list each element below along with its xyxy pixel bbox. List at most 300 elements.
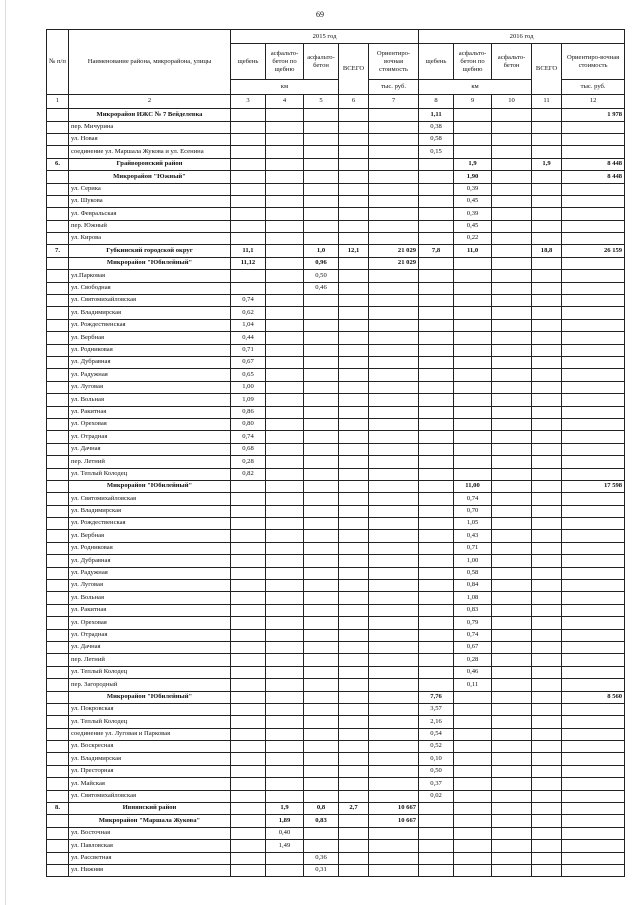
value-cell — [231, 270, 266, 282]
value-cell — [532, 282, 562, 294]
value-cell — [562, 617, 625, 629]
value-cell — [304, 208, 339, 220]
value-cell — [532, 641, 562, 653]
row-number — [47, 233, 69, 245]
col-index: 3 — [231, 94, 266, 108]
table-row — [47, 555, 625, 567]
value-cell — [532, 728, 562, 740]
street-name: пер. Мичурина — [69, 121, 231, 133]
section-row — [47, 803, 625, 815]
row-number — [47, 617, 69, 629]
value-cell — [532, 679, 562, 691]
value-cell — [339, 790, 369, 802]
value-cell — [266, 555, 304, 567]
value-cell — [532, 270, 562, 282]
value-cell — [339, 741, 369, 753]
table-row — [47, 220, 625, 232]
table-row — [47, 580, 625, 592]
row-number — [47, 282, 69, 294]
value-cell — [562, 456, 625, 468]
value-cell — [266, 208, 304, 220]
value-cell — [562, 542, 625, 554]
value-cell — [304, 431, 339, 443]
value-cell — [419, 369, 454, 381]
col-header: асфальто-бетон — [304, 44, 339, 80]
value-cell — [492, 840, 532, 852]
unit-header: тыс. руб. — [369, 80, 419, 94]
value-cell — [339, 852, 369, 864]
street-name: ул. Майская — [69, 778, 231, 790]
street-name: ул. Дачная — [69, 641, 231, 653]
value-cell — [562, 369, 625, 381]
value-cell — [454, 431, 492, 443]
value-cell — [304, 555, 339, 567]
col-index: 4 — [266, 94, 304, 108]
value-cell — [304, 480, 339, 492]
table-row — [47, 567, 625, 579]
value-cell — [266, 270, 304, 282]
table-row — [47, 406, 625, 418]
value-cell — [532, 456, 562, 468]
value-cell — [266, 617, 304, 629]
street-name: ул. Престорная — [69, 765, 231, 777]
value-cell — [492, 741, 532, 753]
street-name: ул. Родниковая — [69, 344, 231, 356]
value-cell: 0,11 — [454, 679, 492, 691]
value-cell — [266, 580, 304, 592]
value-cell — [454, 716, 492, 728]
value-cell — [562, 356, 625, 368]
unit-header: тыс. руб. — [562, 80, 625, 94]
table-row — [47, 344, 625, 356]
value-cell — [369, 703, 419, 715]
value-cell — [369, 406, 419, 418]
value-cell — [492, 480, 532, 492]
value-cell — [492, 158, 532, 170]
value-cell — [454, 369, 492, 381]
value-cell — [339, 505, 369, 517]
street-name: ул. Вольная — [69, 592, 231, 604]
row-number — [47, 703, 69, 715]
value-cell — [369, 233, 419, 245]
street-name: ул. Шукова — [69, 195, 231, 207]
value-cell — [454, 332, 492, 344]
row-number — [47, 840, 69, 852]
table-row — [47, 679, 625, 691]
value-cell — [419, 307, 454, 319]
value-cell — [231, 865, 266, 877]
value-cell — [562, 146, 625, 158]
value-cell — [369, 208, 419, 220]
value-cell: 0,67 — [231, 356, 266, 368]
street-name: ул. Серика — [69, 183, 231, 195]
value-cell — [369, 183, 419, 195]
value-cell — [562, 282, 625, 294]
col-header: ВСЕГО — [339, 44, 369, 94]
value-cell: 21 029 — [369, 257, 419, 269]
value-cell — [339, 406, 369, 418]
street-name: ул. Кирова — [69, 233, 231, 245]
row-number — [47, 604, 69, 616]
value-cell — [454, 394, 492, 406]
value-cell — [492, 233, 532, 245]
value-cell — [454, 406, 492, 418]
value-cell — [369, 840, 419, 852]
year-2016-header: 2016 год — [419, 30, 625, 44]
table-row — [47, 332, 625, 344]
value-cell — [339, 270, 369, 282]
value-cell — [231, 146, 266, 158]
value-cell — [532, 617, 562, 629]
value-cell — [231, 703, 266, 715]
value-cell — [454, 778, 492, 790]
value-cell — [532, 406, 562, 418]
value-cell — [339, 691, 369, 703]
value-cell — [454, 356, 492, 368]
value-cell — [419, 617, 454, 629]
value-cell — [454, 468, 492, 480]
value-cell — [304, 195, 339, 207]
value-cell — [339, 456, 369, 468]
table-row — [47, 505, 625, 517]
row-number — [47, 307, 69, 319]
value-cell — [532, 790, 562, 802]
value-cell — [562, 753, 625, 765]
value-cell — [532, 716, 562, 728]
value-cell — [492, 555, 532, 567]
value-cell — [419, 679, 454, 691]
value-cell — [532, 852, 562, 864]
value-cell: 1,49 — [266, 840, 304, 852]
value-cell — [304, 629, 339, 641]
street-name: ул. Святомихайловская — [69, 790, 231, 802]
street-name: ул. Радужная — [69, 567, 231, 579]
value-cell — [339, 629, 369, 641]
value-cell — [532, 344, 562, 356]
value-cell: 0,22 — [454, 233, 492, 245]
value-cell — [339, 530, 369, 542]
value-cell — [231, 505, 266, 517]
value-cell — [532, 307, 562, 319]
street-name: ул. Владимирская — [69, 505, 231, 517]
value-cell — [492, 431, 532, 443]
street-name: ул. Вербная — [69, 332, 231, 344]
value-cell — [231, 493, 266, 505]
section-row — [47, 691, 625, 703]
value-cell — [532, 518, 562, 530]
value-cell: 0,45 — [454, 220, 492, 232]
value-cell — [231, 790, 266, 802]
row-number — [47, 567, 69, 579]
value-cell — [492, 121, 532, 133]
page-number: 69 — [316, 10, 324, 19]
value-cell — [339, 728, 369, 740]
value-cell — [339, 679, 369, 691]
value-cell — [532, 418, 562, 430]
value-cell — [419, 443, 454, 455]
value-cell — [339, 257, 369, 269]
value-cell — [339, 319, 369, 331]
value-cell — [369, 827, 419, 839]
value-cell — [339, 282, 369, 294]
col-index: 8 — [419, 94, 454, 108]
row-number — [47, 146, 69, 158]
value-cell — [492, 356, 532, 368]
value-cell — [369, 691, 419, 703]
value-cell — [304, 703, 339, 715]
street-name: ул. Луговая — [69, 381, 231, 393]
value-cell — [532, 183, 562, 195]
value-cell — [492, 282, 532, 294]
row-number — [47, 741, 69, 753]
value-cell — [492, 493, 532, 505]
value-cell — [369, 654, 419, 666]
value-cell — [339, 840, 369, 852]
value-cell: 0,15 — [419, 146, 454, 158]
value-cell: 0,8 — [304, 803, 339, 815]
row-number — [47, 865, 69, 877]
row-number — [47, 183, 69, 195]
value-cell — [339, 716, 369, 728]
col-index: 2 — [69, 94, 231, 108]
value-cell — [304, 171, 339, 183]
value-cell: 1,04 — [231, 319, 266, 331]
value-cell — [339, 233, 369, 245]
value-cell — [532, 381, 562, 393]
value-cell — [492, 778, 532, 790]
value-cell — [454, 456, 492, 468]
value-cell — [419, 356, 454, 368]
value-cell — [339, 641, 369, 653]
value-cell: 0,54 — [419, 728, 454, 740]
value-cell — [339, 332, 369, 344]
col-number-header: № п/п — [47, 30, 69, 95]
value-cell — [369, 332, 419, 344]
table-row — [47, 418, 625, 430]
street-name: ул. Свободная — [69, 282, 231, 294]
value-cell — [266, 195, 304, 207]
value-cell: 0,44 — [231, 332, 266, 344]
value-cell — [562, 604, 625, 616]
value-cell — [266, 146, 304, 158]
value-cell — [492, 257, 532, 269]
value-cell — [266, 171, 304, 183]
table-row — [47, 394, 625, 406]
value-cell — [266, 530, 304, 542]
row-number — [47, 852, 69, 864]
value-cell — [304, 109, 339, 121]
value-cell — [562, 765, 625, 777]
value-cell — [369, 567, 419, 579]
roads-table — [46, 29, 625, 877]
col-index: 12 — [562, 94, 625, 108]
value-cell — [532, 629, 562, 641]
street-name: ул. Дубравная — [69, 356, 231, 368]
col-header: асфальто-бетон — [492, 44, 532, 80]
value-cell — [339, 394, 369, 406]
value-cell — [304, 295, 339, 307]
value-cell — [562, 827, 625, 839]
value-cell — [492, 133, 532, 145]
section-row — [47, 257, 625, 269]
value-cell — [231, 158, 266, 170]
value-cell — [339, 369, 369, 381]
value-cell — [419, 431, 454, 443]
row-number — [47, 270, 69, 282]
value-cell: 0,74 — [231, 431, 266, 443]
value-cell — [562, 270, 625, 282]
value-cell — [419, 468, 454, 480]
row-number — [47, 530, 69, 542]
table-row — [47, 542, 625, 554]
value-cell — [231, 716, 266, 728]
table-row — [47, 282, 625, 294]
value-cell — [369, 604, 419, 616]
table-row — [47, 270, 625, 282]
value-cell — [492, 381, 532, 393]
value-cell — [419, 233, 454, 245]
value-cell — [562, 815, 625, 827]
value-cell: 0,71 — [231, 344, 266, 356]
value-cell — [266, 468, 304, 480]
value-cell — [562, 641, 625, 653]
table-row — [47, 765, 625, 777]
section-name: Губкинский городской округ — [69, 245, 231, 257]
row-number — [47, 493, 69, 505]
table-row — [47, 741, 625, 753]
value-cell — [532, 778, 562, 790]
value-cell — [562, 555, 625, 567]
value-cell — [304, 381, 339, 393]
value-cell: 1,9 — [454, 158, 492, 170]
row-number — [47, 109, 69, 121]
value-cell — [304, 220, 339, 232]
value-cell — [454, 691, 492, 703]
street-name: пер. Летний — [69, 654, 231, 666]
value-cell — [492, 629, 532, 641]
row-number — [47, 827, 69, 839]
row-number — [47, 332, 69, 344]
value-cell — [532, 505, 562, 517]
value-cell — [304, 679, 339, 691]
value-cell — [419, 852, 454, 864]
value-cell — [369, 171, 419, 183]
value-cell — [492, 518, 532, 530]
street-name: пер. Южный — [69, 220, 231, 232]
value-cell — [419, 319, 454, 331]
value-cell — [266, 443, 304, 455]
value-cell — [339, 171, 369, 183]
value-cell — [304, 827, 339, 839]
value-cell — [492, 803, 532, 815]
value-cell — [339, 220, 369, 232]
col-header: Ориентиро-вочная стоимость — [369, 44, 419, 80]
value-cell — [492, 542, 532, 554]
value-cell — [562, 778, 625, 790]
value-cell: 0,40 — [266, 827, 304, 839]
table-row — [47, 381, 625, 393]
value-cell — [266, 865, 304, 877]
value-cell: 0,74 — [454, 493, 492, 505]
table-row — [47, 604, 625, 616]
value-cell — [304, 418, 339, 430]
value-cell — [562, 852, 625, 864]
value-cell: 1,00 — [231, 381, 266, 393]
value-cell — [369, 431, 419, 443]
value-cell: 0,62 — [231, 307, 266, 319]
value-cell — [304, 728, 339, 740]
value-cell — [304, 443, 339, 455]
row-number — [47, 381, 69, 393]
value-cell — [532, 195, 562, 207]
value-cell — [562, 865, 625, 877]
value-cell — [231, 753, 266, 765]
street-name: ул. Рождественская — [69, 319, 231, 331]
value-cell — [419, 381, 454, 393]
row-number — [47, 295, 69, 307]
value-cell — [369, 753, 419, 765]
value-cell — [339, 121, 369, 133]
value-cell — [304, 716, 339, 728]
value-cell — [304, 183, 339, 195]
value-cell — [339, 431, 369, 443]
street-name: ул. Святомихайловская — [69, 493, 231, 505]
value-cell — [532, 493, 562, 505]
value-cell — [454, 344, 492, 356]
value-cell — [532, 865, 562, 877]
value-cell — [304, 394, 339, 406]
value-cell — [492, 332, 532, 344]
value-cell: 1,90 — [454, 171, 492, 183]
value-cell — [369, 468, 419, 480]
value-cell — [304, 765, 339, 777]
value-cell: 0,50 — [304, 270, 339, 282]
value-cell — [304, 319, 339, 331]
value-cell — [339, 865, 369, 877]
street-name: ул. Теплый Колодец — [69, 716, 231, 728]
value-cell — [562, 183, 625, 195]
value-cell — [419, 641, 454, 653]
value-cell: 0,82 — [231, 468, 266, 480]
value-cell — [562, 803, 625, 815]
row-number — [47, 592, 69, 604]
table-row — [47, 778, 625, 790]
value-cell — [492, 183, 532, 195]
value-cell — [419, 332, 454, 344]
value-cell — [454, 295, 492, 307]
value-cell — [419, 270, 454, 282]
value-cell — [492, 171, 532, 183]
value-cell — [562, 344, 625, 356]
unit-header: км — [231, 80, 339, 94]
value-cell: 2,7 — [339, 803, 369, 815]
table-row — [47, 208, 625, 220]
value-cell — [454, 827, 492, 839]
value-cell — [532, 319, 562, 331]
value-cell — [532, 580, 562, 592]
value-cell: 0,71 — [454, 542, 492, 554]
street-name: ул. Павловская — [69, 840, 231, 852]
value-cell — [492, 505, 532, 517]
value-cell — [231, 518, 266, 530]
value-cell: 0,36 — [304, 852, 339, 864]
value-cell — [231, 617, 266, 629]
value-cell — [304, 356, 339, 368]
value-cell — [369, 220, 419, 232]
row-number — [47, 394, 69, 406]
value-cell — [419, 183, 454, 195]
table-row — [47, 641, 625, 653]
